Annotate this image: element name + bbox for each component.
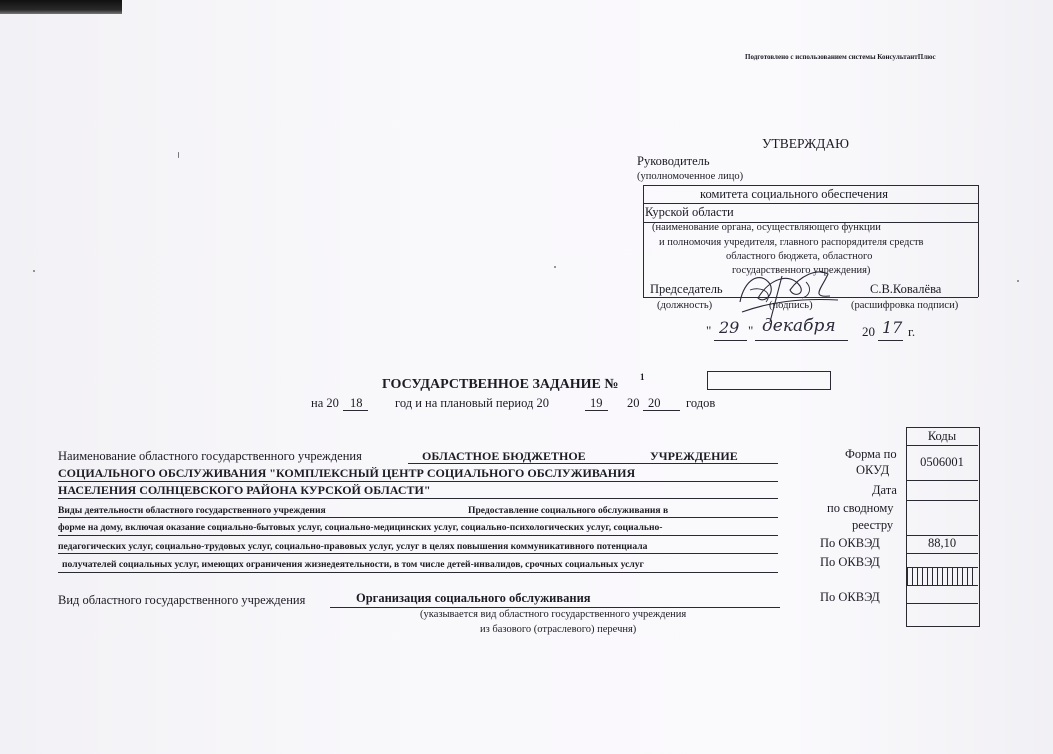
activities-underline [58,535,778,536]
institution-name-part-2: УЧРЕЖДЕНИЕ [650,449,738,463]
date-quote-close: " [748,323,754,338]
org-box-right [978,185,979,297]
period-year-1-underline [343,410,368,411]
okved-label-1: По ОКВЭД [820,536,880,550]
institution-name-line-3: НАСЕЛЕНИЯ СОЛНЦЕВСКОГО РАЙОНА КУРСКОЙ ОБЛАСТИ" [58,483,431,497]
kind-hint-2: из базового (отраслевого) перечня) [480,624,637,635]
org-hint-2: и полномочия учредителя, главного распорядителя средств [659,237,924,248]
kind-label: Вид областного государственного учреждения [58,593,306,607]
org-box-left [643,185,644,297]
date-year-prefix: 20 [862,324,875,339]
form-label-1: Форма по [845,447,897,461]
institution-underline [58,498,778,499]
codes-row-divider [906,603,978,604]
hatched-cell [907,568,977,585]
codes-row-divider [906,585,978,586]
assignment-number-box [707,371,831,390]
document-title: ГОСУДАРСТВЕННОЕ ЗАДАНИЕ № [382,377,619,392]
scan-speck [33,270,35,272]
period-suffix: годов [686,396,716,410]
position: Председатель [650,282,723,296]
registry-label-1: по сводному [827,501,894,515]
signature-hint: (подпись) [769,300,813,311]
codes-row-divider [906,480,978,481]
head-hint: (уполномоченное лицо) [637,171,744,182]
period-year-2-underline [585,410,608,411]
period-middle: год и на плановый период 20 [395,396,549,410]
scan-edge-artifact [0,0,122,14]
activities-line-1: Предоставление социального обслуживания в [468,505,669,516]
activities-line-3: педагогических услуг, социально-трудовых услуг, социально-правовых услуг, услуг в целях повышения коммуникативного потенциала [58,541,648,552]
signer-name: С.В.Ковалёва [870,282,942,296]
institution-name-part-1: ОБЛАСТНОЕ БЮДЖЕТНОЕ [422,449,586,463]
org-hint-3: областного бюджета, областного [726,251,873,262]
date-day: 29 [719,318,740,337]
okud-code: 0506001 [920,455,964,469]
consultant-plus-note: Подготовлено с использованием системы КонсультантПлюс [745,53,936,61]
kind-underline [330,607,780,608]
period-prefix: на 20 [311,396,339,410]
period-year-3: 20 [648,396,661,410]
okved-label-2: По ОКВЭД [820,555,880,569]
org-line-1: комитета социального обеспечения [700,187,888,201]
codes-row-divider [906,553,978,554]
institution-name-line-2: СОЦИАЛЬНОГО ОБСЛУЖИВАНИЯ "КОМПЛЕКСНЫЙ ЦЕНТР СОЦИАЛЬНОГО ОБСЛУЖИВАНИЯ [58,466,636,480]
institution-underline [408,463,778,464]
scan-speck [1017,280,1019,282]
codes-row-divider [906,445,978,446]
kind-value: Организация социального обслуживания [356,591,591,605]
activities-label: Виды деятельности областного государственного учреждения [58,505,326,516]
activities-underline [58,572,778,573]
date-quote-open: " [706,323,712,338]
period-third-prefix: 20 [627,396,640,410]
org-hint-4: государственного учреждения) [732,265,871,276]
scan-speck [178,152,179,158]
form-label-2: ОКУД [856,463,890,477]
period-year-1: 18 [350,396,363,410]
org-line-divider [643,203,978,204]
org-line-2: Курской области [645,205,734,219]
date-day-underline [714,340,747,341]
org-box-top [643,185,978,186]
date-label: Дата [872,483,897,497]
okved-code: 88,10 [927,536,957,550]
okved-label-3: По ОКВЭД [820,590,880,604]
institution-label: Наименование областного государственного учреждения [58,449,362,463]
codes-header: Коды [927,429,957,443]
activities-line-2: форме на дому, включая оказание социально-бытовых услуг, социально-медицинских услуг, социально-психологических услуг, социально- [58,522,663,533]
activities-underline [58,517,778,518]
org-hint-1: (наименование органа, осуществляющего функции [652,222,881,233]
codes-row-divider [906,500,978,501]
institution-underline [58,481,778,482]
date-month-underline [755,340,848,341]
date-month: декабря [762,316,836,336]
date-year-end: г. [908,324,916,339]
title-footnote-mark: 1 [640,372,645,382]
period-year-2: 19 [590,396,603,410]
activities-underline [58,553,778,554]
activities-line-4: получателей социальных услуг, имеющих ограничения жизнедеятельности, в том числе детей-инвалидов, срочных социальных услуг [62,559,644,570]
registry-label-2: реестру [852,518,894,532]
date-year-underline [878,340,903,341]
head-label: Руководитель [637,154,710,168]
name-hint: (расшифровка подписи) [851,300,959,311]
period-year-3-underline [643,410,680,411]
scan-speck [554,266,556,268]
position-hint: (должность) [657,300,713,311]
approval-title: УТВЕРЖДАЮ [762,136,850,151]
kind-hint-1: (указывается вид областного государственного учреждения [420,609,687,620]
date-year-suffix: 17 [882,318,903,337]
